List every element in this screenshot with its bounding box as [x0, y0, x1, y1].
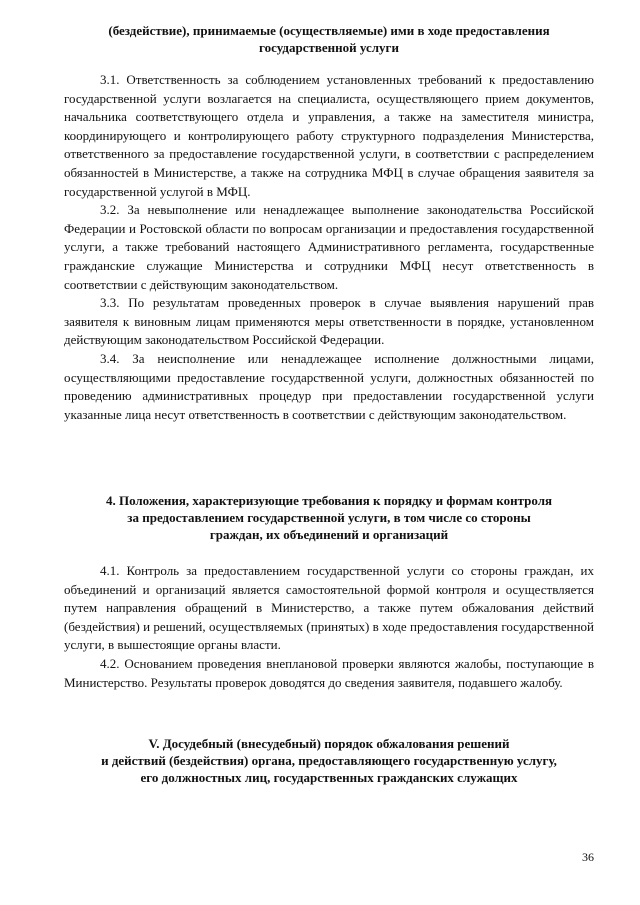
section-4-heading-line: 4. Положения, характеризующие требования к порядку и формам контроля	[105, 493, 553, 508]
section-5-heading-line: и действий (бездействия) органа, предоставляющего государственную услугу,	[101, 753, 557, 768]
top-heading-line: (бездействие), принимаемые (осуществляемые) ими в ходе предоставления	[108, 23, 550, 38]
section-4-heading-line: граждан, их объединений и организаций	[209, 527, 449, 542]
paragraph-3-2: 3.2. За невыполнение или ненадлежащее выполнение законодательства Российской Федерации и Ростовской области по вопросам организации и предоставления государственной услуги, а также требований настоящего Административного регламента, государственные гражданские служащие Министерства и сотрудники МФЦ несут ответственность в соответствии с действующим законодательством.	[64, 202, 594, 292]
paragraph-3-4: 3.4. За неисполнение или ненадлежащее исполнение должностными лицами, осуществляющими предоставление государственной услуги, должностных обязанностей по проведению административных процедур при предоставлении государственной услуги указанные лица несут ответственность в соответствии с действующим законодательством.	[64, 350, 594, 422]
paragraph-4-2: 4.2. Основанием проведения внеплановой проверки являются жалобы, поступающие в Министерство. Результаты проверок доводятся до сведения заявителя, подавшего жалобу.	[64, 655, 594, 690]
section-5-heading	[64, 735, 594, 786]
section-5-heading-line: его должностных лиц, государственных гражданских служащих	[140, 770, 518, 785]
paragraph-3-3: 3.3. По результатам проведенных проверок в случае выявления нарушений прав заявителя к виновным лицам применяются меры ответственности в порядке, установленном действующим законодательством Российской Федерации.	[64, 295, 594, 348]
page-number: 36	[582, 850, 594, 864]
paragraph-3-1: 3.1. Ответственность за соблюдением установленных требований к предоставлению государственной услуги возлагается на специалиста, осуществляющего прием документов, начальника соответствующего отдела и управления, а также на заместителя министра, координирующего и контролирующего работу структурного подразделения Министерства, ответственного за предоставление государственной услуги, в соответствии с распределением обязанностей в Министерстве, а также на сотрудника МФЦ в случае обращения заявителя за государственной услугой в МФЦ.	[64, 72, 594, 199]
top-heading-line: государственной услуги	[259, 40, 399, 55]
paragraph-4-1: 4.1. Контроль за предоставлением государственной услуги со стороны граждан, их объединений и организаций является самостоятельной формой контроля и осуществляется путем направления обращений в Министерство, а также путем обжалования действий (бездействия) и решений, осуществляемых (принятых) в ходе предоставления государственной услуги, в вышестоящие органы власти.	[64, 563, 594, 653]
section-4-heading	[64, 492, 594, 543]
section-4-body	[64, 562, 594, 692]
section-5-heading-line: V. Досудебный (внесудебный) порядок обжалования решений	[148, 736, 510, 751]
top-heading	[64, 22, 594, 56]
section-3-body	[64, 71, 594, 424]
section-4-heading-line: за предоставлением государственной услуги, в том числе со стороны	[127, 510, 531, 525]
